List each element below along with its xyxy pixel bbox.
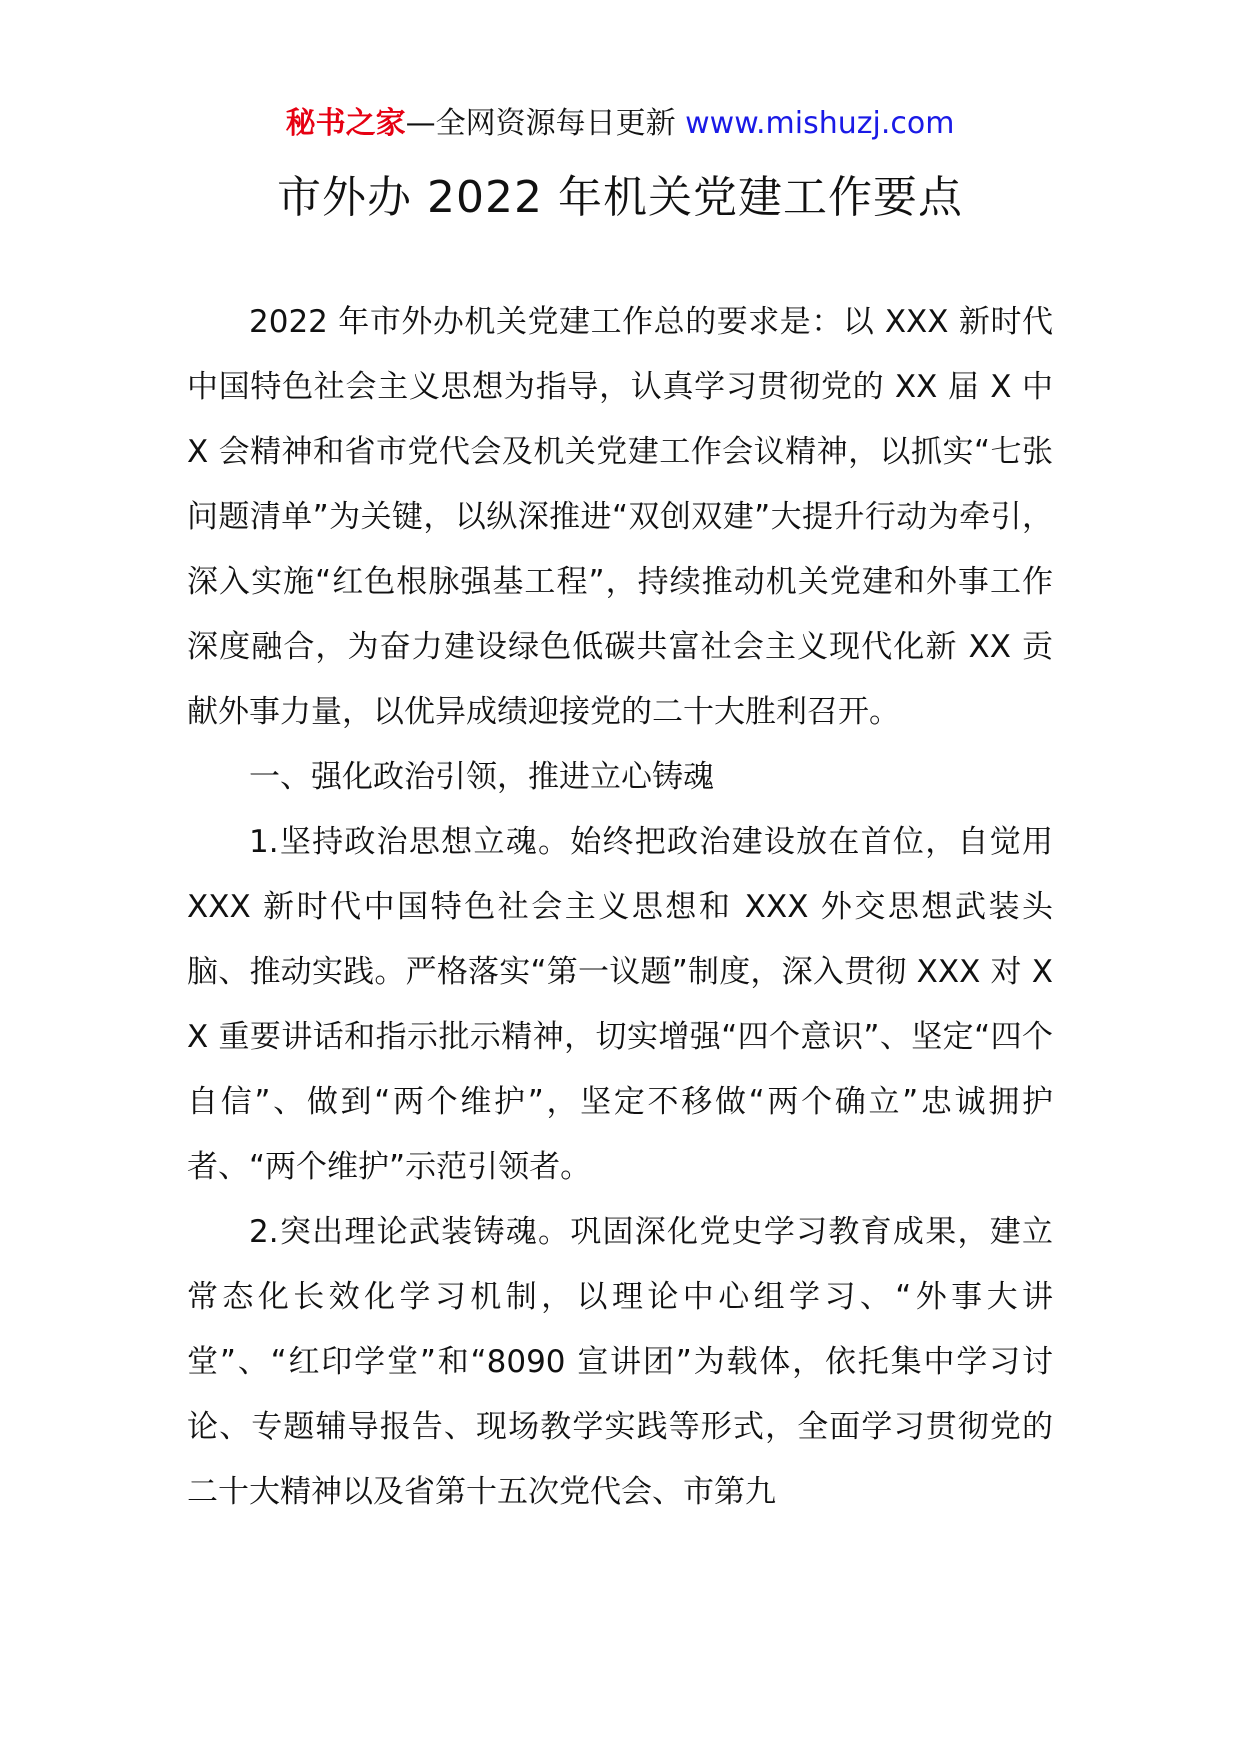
intro-paragraph: 2022 年市外办机关党建工作总的要求是：以 XXX 新时代中国特色社会主义思想为指导，认真学习贯彻党的 XX 届 X 中 X 会精神和省市党代会及机关党建工作会议精神，以抓实“七张问题清单”为关键，以纵深推进“双创双建”大提升行动为牵引，深入实施“红色根脉强基工程”，持续推动机关党建和外事工作深度融合，为奋力建设绿色低碳共富社会主义现代化新 XX 贡献外事力量，以优异成绩迎接党的二十大胜利召开。 [187, 304, 1053, 730]
section-1-heading: 一、强化政治引领，推进立心铸魂 [249, 759, 714, 795]
brand-name: 秘书之家 [285, 106, 406, 141]
header-tagline: —全网资源每日更新 [405, 106, 676, 141]
document-title: 市外办 2022 年机关党建工作要点 [277, 172, 963, 223]
item-2-paragraph: 2.突出理论武装铸魂。巩固深化党史学习教育成果，建立常态化长效化学习机制，以理论中心组学习、“外事大讲堂”、“红印学堂”和“8090 宣讲团”为载体，依托集中学习讨论、专题辅导报告、现场教学实践等形式，全面学习贯彻党的二十大精神以及省第十五次党代会、市第九 [187, 1214, 1053, 1510]
document-body [187, 290, 1053, 1525]
site-header [0, 104, 1240, 144]
item-1-paragraph: 1.坚持政治思想立魂。始终把政治建设放在首位，自觉用 XXX 新时代中国特色社会主义思想和 XXX 外交思想武装头脑、推动实践。严格落实“第一议题”制度，深入贯彻 XXX 对 XX 重要讲话和指示批示精神，切实增强“四个意识”、坚定“四个自信”、做到“两个维护”，坚定不移做“两个确立”忠诚拥护者、“两个维护”示范引领者。 [187, 824, 1053, 1185]
site-url-link[interactable]: www.mishuzj.com [685, 106, 955, 141]
